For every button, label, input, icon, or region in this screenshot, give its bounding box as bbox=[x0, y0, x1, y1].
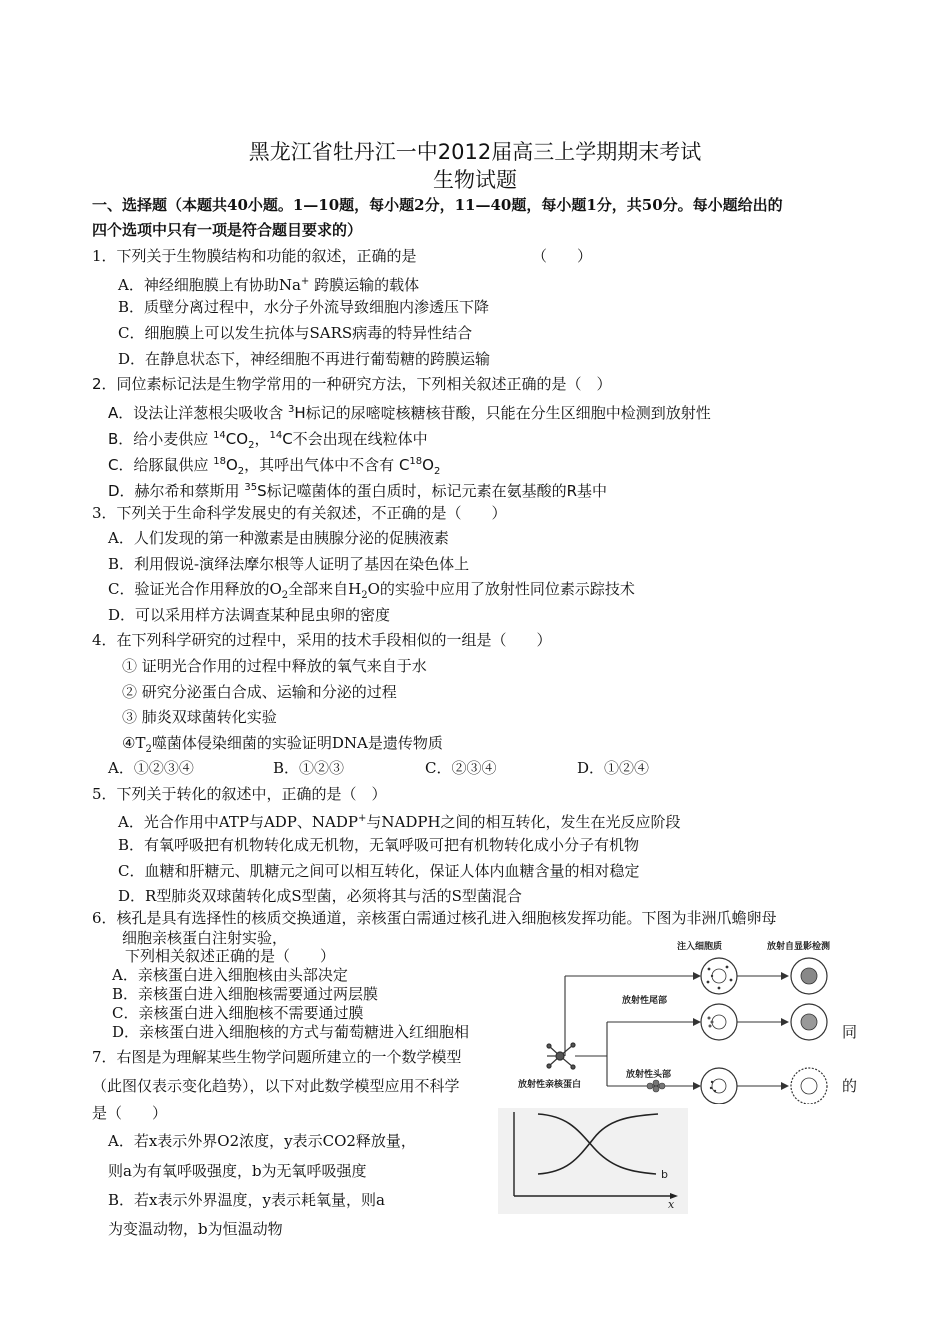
q4-option-d: D．①②④ bbox=[577, 759, 650, 777]
q1-option-b: B．质壁分离过程中，水分子外流导致细胞内渗透压下降 bbox=[118, 298, 490, 316]
fig6-label-head: 放射性头部 bbox=[626, 1070, 672, 1080]
fig6-label-tail: 放射性尾部 bbox=[622, 996, 668, 1006]
crossing-curves-model-figure bbox=[498, 1108, 688, 1214]
fig6-cell-inject-row1 bbox=[701, 958, 737, 994]
q2-option-c: C．给豚鼠供应 $^{18}O_2$，其呼出气体中不含有 $C^{18}O_2$ bbox=[108, 456, 441, 477]
fig7-label-x: x bbox=[668, 1198, 675, 1211]
q7-stem: 7．右图是为理解某些生物学问题所建立的一个数学模型 bbox=[92, 1048, 462, 1066]
q6-option-d-end: 同 bbox=[842, 1023, 858, 1041]
q3-option-b: B．利用假说-演绎法摩尔根等人证明了基因在染色体上 bbox=[108, 555, 470, 573]
q6-option-c: C．亲核蛋白进入细胞核不需要通过膜 bbox=[112, 1004, 364, 1022]
q1-option-a: A．神经细胞膜上有协助Na+ 跨膜运输的载体 bbox=[118, 276, 420, 294]
nuclear-protein-injection-figure bbox=[505, 936, 850, 1104]
q4-option-a: A．①②③④ bbox=[108, 759, 194, 777]
q1-option-c: C．细胞膜上可以发生抗体与SARS病毒的特异性结合 bbox=[118, 324, 473, 342]
fig6-cell-detect-row3 bbox=[791, 1068, 827, 1104]
fig6-cell-detect-row2 bbox=[791, 1004, 827, 1040]
q4-item-4: $④T_2$噬菌体侵染细菌的实验证明DNA是遗传物质 bbox=[122, 734, 443, 755]
q3-option-a: A．人们发现的第一种激素是由胰腺分泌的促胰液素 bbox=[108, 529, 449, 547]
q4-option-b: B．①②③ bbox=[273, 759, 345, 777]
fig6-cell-inject-row3 bbox=[701, 1068, 737, 1104]
q4-item-1: ① 证明光合作用的过程中释放的氧气来自于水 bbox=[122, 657, 427, 675]
q7-option-b-cont: 为变温动物，b为恒温动物 bbox=[108, 1220, 283, 1238]
q7-option-a-cont: 则a为有氧呼吸强度，b为无氧呼吸强度 bbox=[108, 1162, 367, 1180]
fig6-label-detect: 放射自显影检测 bbox=[767, 942, 831, 952]
q5-option-d: D．R型肺炎双球菌转化成S型菌，必须将其与活的S型菌混合 bbox=[118, 887, 522, 905]
q6-stem-cont2: 下列相关叙述正确的是（ ） bbox=[125, 947, 336, 965]
fig6-label-inject: 注入细胞质 bbox=[677, 942, 723, 952]
q2-stem: 2．同位素标记法是生物学常用的一种研究方法，下列相关叙述正确的是（ ） bbox=[92, 375, 612, 393]
fig6-cell-detect-row1 bbox=[791, 958, 827, 994]
q4-item-3: ③ 肺炎双球菌转化实验 bbox=[122, 708, 277, 726]
q7-stem-cont2: 是（ ） bbox=[92, 1104, 168, 1122]
section-heading: 一、选择题（本题共40小题。1—10题，每小题2分，11—40题，每小题1分，共50分。每小题给出的 bbox=[92, 196, 783, 214]
q6-option-b: B．亲核蛋白进入细胞核需要通过两层膜 bbox=[112, 985, 379, 1003]
q6-stem: 6．核孔是具有选择性的核质交换通道，亲核蛋白需通过核孔进入细胞核发挥功能。下图为非洲爪蟾卵母 bbox=[92, 909, 777, 927]
fig6-cell-inject-row2 bbox=[701, 1004, 737, 1040]
page-title: 黑龙江省牡丹江一中2012届高三上学期期末考试 bbox=[248, 140, 702, 164]
page-subtitle: 生物试题 bbox=[433, 168, 517, 192]
fig6-label-protein: 放射性亲核蛋白 bbox=[518, 1080, 582, 1090]
q3-option-c: C．验证光合作用释放的$O_2$全部来自$H_2O$的实验中应用了放射性同位素示踪技术 bbox=[108, 580, 635, 601]
q1-stem: 1．下列关于生物膜结构和功能的叙述，正确的是 bbox=[92, 247, 417, 265]
fig6-protein-molecule-icon bbox=[547, 1043, 575, 1069]
q2-option-b: B．给小麦供应 $^{14}CO_2$，$^{14}$C不会出现在线粒体中 bbox=[108, 430, 428, 451]
q6-stem-cont: 细胞亲核蛋白注射实验， bbox=[122, 929, 288, 947]
q5-option-c: C．血糖和肝糖元、肌糖元之间可以相互转化，保证人体内血糖含量的相对稳定 bbox=[118, 862, 640, 880]
q4-stem: 4．在下列科学研究的过程中，采用的技术手段相似的一组是（ ） bbox=[92, 631, 552, 649]
q5-option-b: B．有氧呼吸把有机物转化成无机物，无氧呼吸可把有机物转化成小分子有机物 bbox=[118, 836, 640, 854]
q7-option-b: B．若x表示外界温度，y表示耗氧量，则a bbox=[108, 1191, 385, 1209]
q2-option-a: A．设法让洋葱根尖吸收含 $^3$H标记的尿嘧啶核糖核苷酸，只能在分生区细胞中检测到放射性 bbox=[108, 404, 711, 422]
q5-option-a: A．光合作用中ATP与ADP、NADP+与NADPH之间的相互转化，发生在光反应阶段 bbox=[118, 813, 681, 831]
q1-option-d: D．在静息状态下，神经细胞不再进行葡萄糖的跨膜运输 bbox=[118, 350, 491, 368]
fig6-head-molecule-icon bbox=[647, 1080, 665, 1092]
q7-stem-cont-end: 的 bbox=[842, 1077, 858, 1095]
q6-option-a: A．亲核蛋白进入细胞核由头部决定 bbox=[112, 966, 348, 984]
q2-option-d: D．赫尔希和蔡斯用 $^{35}$S标记噬菌体的蛋白质时，标记元素在氨基酸的R基中 bbox=[108, 482, 608, 500]
q5-stem: 5．下列关于转化的叙述中，正确的是（ ） bbox=[92, 785, 387, 803]
q4-item-2: ② 研究分泌蛋白合成、运输和分泌的过程 bbox=[122, 683, 397, 701]
q3-option-d: D．可以采用样方法调查某种昆虫卵的密度 bbox=[108, 606, 391, 624]
section-heading-cont: 四个选项中只有一项是符合题目要求的） bbox=[92, 221, 363, 239]
q7-option-a: A．若x表示外界O2浓度，y表示CO2释放量， bbox=[108, 1132, 416, 1150]
q6-option-d: D．亲核蛋白进入细胞核的方式与葡萄糖进入红细胞相 bbox=[112, 1023, 470, 1041]
q3-stem: 3．下列关于生命科学发展史的有关叙述，不正确的是（ ） bbox=[92, 504, 507, 522]
q1-answer-blank: （ ） bbox=[532, 247, 593, 265]
q4-option-c: C．②③④ bbox=[425, 759, 497, 777]
fig7-background bbox=[498, 1108, 688, 1214]
fig6-branch-lines bbox=[565, 976, 781, 1086]
fig7-label-b: b bbox=[661, 1168, 668, 1181]
q7-stem-cont: （此图仅表示变化趋势），以下对此数学模型应用不科学 bbox=[92, 1077, 460, 1095]
